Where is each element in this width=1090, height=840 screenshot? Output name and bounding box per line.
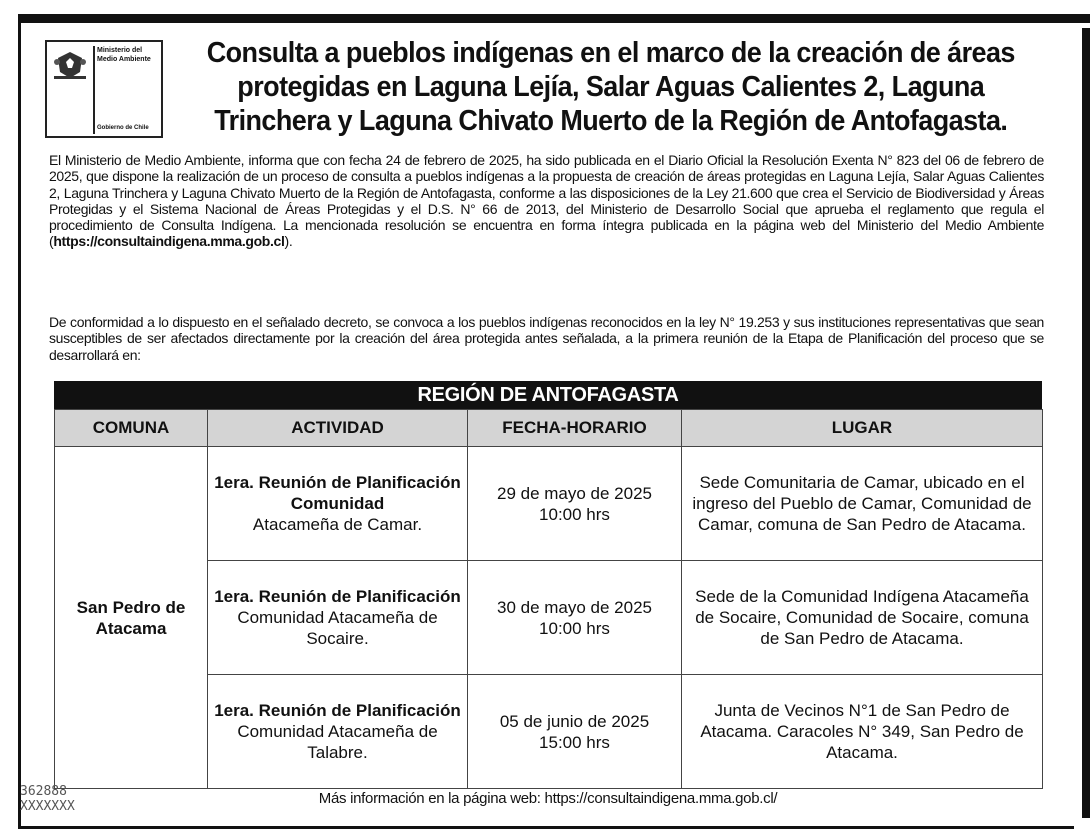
ministry-logo — [45, 40, 163, 138]
place-cell: Sede de la Comunidad Indígena Atacameña de Socaire, Comunidad de Socaire, comuna de San Pedro de Atacama. — [682, 561, 1043, 675]
comuna-cell: San Pedro de Atacama — [55, 447, 208, 789]
intro-paragraph: El Ministerio de Medio Ambiente, informa que con fecha 24 de febrero de 2025, ha sido publicada en el Diario Oficial la Resolución Exenta N° 823 del 06 de febrero de 2025, que dispone la realización de un proceso de consulta a pueblos indígenas a la propuesta de creación de áreas protegidas en Laguna Lejía, Salar Aguas Calientes 2, Laguna Trinchera y Laguna Chivato Muerto de la Región de Antofagasta, conforme a las disposiciones de la Ley 21.600 que crea el Servicio de Biodiversidad y Áreas Protegidas y el Sistema Nacional de Áreas Protegidas y el D.S. N° 66 de 2013, del Ministerio de Desarrollo Social que aprueba el reglamento que regula el procedimiento de Consulta Indígena. La mencionada resolución se encuentra en forma íntegra publicada en la página web del Ministerio del Medio Ambiente (https://consultaindigena.mma.gob.cl). — [49, 152, 1044, 250]
consulta-link[interactable]: https://consultaindigena.mma.gob.cl — [53, 233, 285, 250]
table-row — [55, 447, 1043, 561]
region-header: REGIÓN DE ANTOFAGASTA — [54, 381, 1042, 409]
convocation-paragraph: De conformidad a lo dispuesto en el señalado decreto, se convoca a los pueblos indígenas reconocidos en la ley N° 19.253 y sus instituciones representativas que sean susceptibles de ser afectados directamente por la creación del área protegida antes señalada, a la primera reunión de la Etapa de Planificación del proceso que se desarrollará en: — [49, 314, 1044, 363]
coat-of-arms-icon — [52, 48, 88, 82]
table-header-row — [55, 410, 1043, 447]
header-actividad: ACTIVIDAD — [208, 410, 468, 447]
page-title: Consulta a pueblos indígenas en el marco de la creación de áreas protegidas en Laguna Lejía, Salar Aguas Calientes 2, Laguna Trinchera y Laguna Chivato Muerto de la Región de Antofagasta. — [206, 37, 1015, 137]
date-cell: 29 de mayo de 2025 10:00 hrs — [468, 447, 682, 561]
ministry-name: Ministerio del Medio Ambiente — [97, 47, 151, 63]
government-label: Gobierno de Chile — [97, 125, 149, 131]
footer-info: Más información en la página web: https://consultaindigena.mma.gob.cl/ — [318, 790, 778, 807]
header-comuna: COMUNA — [55, 410, 208, 447]
meetings-table — [54, 409, 1043, 789]
top-border — [18, 14, 1090, 23]
right-edge — [1082, 28, 1090, 818]
activity-cell: 1era. Reunión de Planificación Comunidad Atacameña de Talabre. — [208, 675, 468, 789]
ad-code: 362888 XXXXXXX — [20, 784, 75, 814]
place-cell: Junta de Vecinos N°1 de San Pedro de Atacama. Caracoles N° 349, San Pedro de Atacama. — [682, 675, 1043, 789]
place-cell: Sede Comunitaria de Camar, ubicado en el ingreso del Pueblo de Camar, Comunidad de Camar, comuna de San Pedro de Atacama. — [682, 447, 1043, 561]
date-cell: 30 de mayo de 2025 10:00 hrs — [468, 561, 682, 675]
activity-cell: 1era. Reunión de Planificación Comunidad Atacameña de Socaire. — [208, 561, 468, 675]
header-lugar: LUGAR — [682, 410, 1043, 447]
date-cell: 05 de junio de 2025 15:00 hrs — [468, 675, 682, 789]
header-fecha: FECHA-HORARIO — [468, 410, 682, 447]
activity-cell: 1era. Reunión de Planificación Comunidad Atacameña de Camar. — [208, 447, 468, 561]
